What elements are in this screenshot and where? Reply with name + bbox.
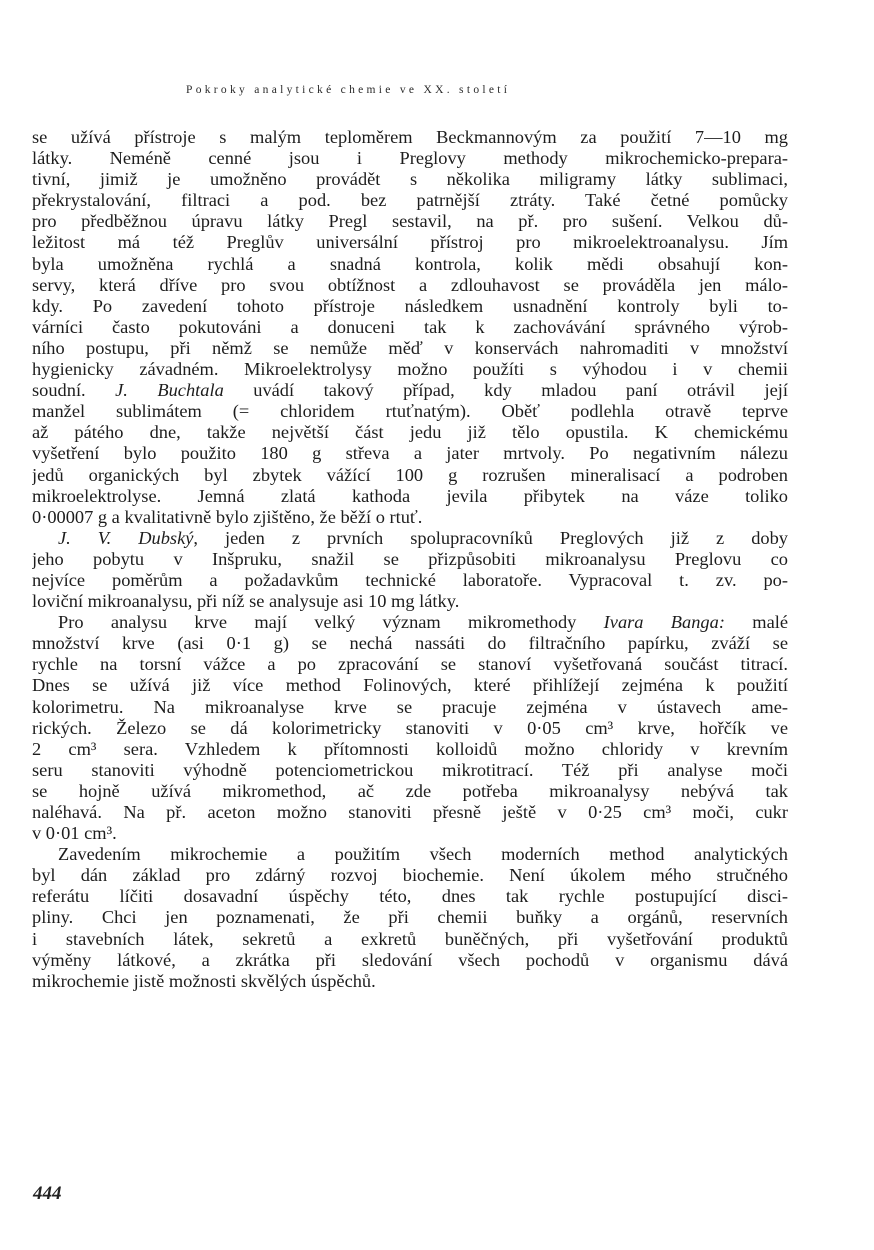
text-run: až pátého dne, takže největší část jedu již tělo opustila. K chemickému <box>32 422 788 443</box>
text-run: Zavedením mikrochemie a použitím všech moderních method analytických <box>58 844 788 865</box>
text-line <box>32 127 788 148</box>
text-run: byla umožněna rychlá a snadná kontrola, kolik mědi obsahují kon- <box>32 253 788 274</box>
text-line <box>32 675 788 696</box>
text-run: i stavebních látek, sekretů a exkretů buněčných, při vyšetřování produktů <box>32 928 788 949</box>
text-line <box>32 359 788 380</box>
text-line <box>32 591 788 612</box>
text-line <box>32 971 788 992</box>
text-run: , jeden z prvních spolupracovníků Preglových již z doby <box>193 527 788 548</box>
text-line <box>32 886 788 907</box>
text-run: naléhavá. Na př. aceton možno stanoviti přesně ještě v 0·25 cm³ moči, cukr <box>32 802 788 822</box>
text-run: ního postupu, při němž se nemůže měď v konservách nahromaditi v množství <box>32 337 788 358</box>
person-name: J. V. Dubský <box>58 527 194 548</box>
text-line <box>32 380 788 401</box>
body-text <box>32 127 788 992</box>
text-run: nejvíce poměrům a požadavkům technické laboratoře. Vypracoval t. zv. po- <box>32 569 788 590</box>
text-run: referátu líčiti dosavadní úspěchy této, dnes tak rychle postupující disci- <box>32 886 788 907</box>
text-line <box>32 528 788 549</box>
text-run: výměny látkové, a zkrátka při sledování všech pochodů v organismu dává <box>32 949 788 970</box>
text-line <box>32 633 788 654</box>
person-name: J. Buchtala <box>115 380 224 401</box>
text-line <box>32 802 788 823</box>
text-line <box>32 211 788 232</box>
text-run: látky. Neméně cenné jsou i Preglovy methody mikrochemicko-prepara- <box>32 148 788 169</box>
text-run: pliny. Chci jen poznamenati, že při chemii buňky a orgánů, reservních <box>32 907 788 928</box>
running-head: Pokroky analytické chemie ve XX. století <box>186 84 511 96</box>
text-line <box>32 929 788 950</box>
text-run: kolorimetru. Na mikroanalyse krve se pracuje zejména v ústavech ame- <box>32 696 788 717</box>
text-line <box>32 169 788 190</box>
text-line <box>32 907 788 928</box>
text-run: jeho pobytu v Inšpruku, snažil se přizpůsobiti mikroanalysu Preglovu co <box>32 548 788 569</box>
text-line <box>32 865 788 886</box>
page-number: 444 <box>33 1183 62 1204</box>
text-run: tivní, jimiž je umožněno provádět s několika miligramy látky sublimaci, <box>32 169 788 190</box>
text-line <box>32 486 788 507</box>
text-line <box>32 612 788 633</box>
text-run: množství krve (asi 0·1 g) se nechá nassáti do filtračního papírku, zváží se <box>32 633 788 654</box>
text-line <box>32 654 788 675</box>
text-line <box>32 549 788 570</box>
text-run: várníci často pokutováni a donuceni tak k zachovávání správného výrob- <box>32 316 788 337</box>
text-line <box>32 338 788 359</box>
text-line <box>32 296 788 317</box>
text-line <box>32 275 788 296</box>
text-run: se užívá přístroje s malým teploměrem Beckmannovým za použití 7—10 mg <box>32 127 788 147</box>
text-line <box>32 760 788 781</box>
text-line <box>32 844 788 865</box>
text-line <box>32 465 788 486</box>
text-run: mikrochemie jistě možnosti skvělých úspěchů. <box>32 970 376 991</box>
text-run: ležitost má též Preglův universální přístroj pro mikroelektroanalysu. Jím <box>32 232 788 253</box>
text-run: soudní. <box>32 380 116 401</box>
text-run: Pro analysu krve mají velký význam mikromethody <box>58 612 604 633</box>
text-line <box>32 739 788 760</box>
text-line <box>32 422 788 443</box>
text-run: překrystalování, filtraci a pod. bez patrnější ztráty. Také četné pomůcky <box>32 190 788 211</box>
text-line <box>32 697 788 718</box>
text-run: uvádí takový případ, kdy mladou paní otrávil její <box>223 380 788 401</box>
text-run: seru stanoviti výhodně potenciometrickou mikrotitrací. Též při analyse moči <box>32 759 788 780</box>
text-line <box>32 781 788 802</box>
text-line <box>32 148 788 169</box>
text-line <box>32 570 788 591</box>
text-run: loviční mikroanalysu, při níž se analysuje asi 10 mg látky. <box>32 591 460 612</box>
text-run: se hojně užívá mikromethod, ač zde potřeba mikroanalysy nebývá tak <box>32 780 788 801</box>
person-name: Ivara Banga: <box>603 612 725 633</box>
text-line <box>32 823 788 844</box>
text-run: Dnes se užívá již více method Folinových, které přihlížejí zejména k použití <box>32 675 788 696</box>
text-line <box>32 443 788 464</box>
text-run: hygienicky závadném. Mikroelektrolysy možno použíti s výhodou i v chemii <box>32 359 788 380</box>
text-line <box>32 950 788 971</box>
text-run: jedů organických byl zbytek vážící 100 g rozrušen mineralisací a podroben <box>32 464 788 485</box>
text-run: mikroelektrolyse. Jemná zlatá kathoda jevila přibytek na váze toliko <box>32 485 788 506</box>
text-line <box>32 718 788 739</box>
text-run: v 0·01 cm³. <box>32 823 117 844</box>
text-run: servy, která dříve pro svou obtížnost a zdlouhavost se prováděla jen málo- <box>32 274 788 295</box>
text-line <box>32 190 788 211</box>
text-line <box>32 254 788 275</box>
text-run: 0·00007 g a kvalitativně bylo zjištěno, že běží o rtuť. <box>32 506 423 527</box>
text-run: vyšetření bylo použito 180 g střeva a jater mrtvoly. Po negativním nálezu <box>32 443 788 464</box>
text-run: kdy. Po zavedení tohoto přístroje následkem usnadnění kontroly byli to- <box>32 295 788 316</box>
text-run: rických. Železo se dá kolorimetricky stanoviti v 0·05 cm³ krve, hořčík ve <box>32 717 788 738</box>
text-line <box>32 401 788 422</box>
text-run: byl dán základ pro zdárný rozvoj biochemie. Není úkolem mého stručného <box>32 865 788 886</box>
text-line <box>32 317 788 338</box>
text-line <box>32 507 788 528</box>
text-run: rychle na torsní vážce a po zpracování se stanoví vyšetřovaná součást titrací. <box>32 654 788 675</box>
text-run: pro předběžnou úpravu látky Pregl sestavil, na př. pro sušení. Velkou dů- <box>32 211 788 232</box>
text-line <box>32 232 788 253</box>
text-run: 2 cm³ sera. Vzhledem k přítomnosti kolloidů možno chloridy v krevním <box>32 738 788 759</box>
text-run: malé <box>724 612 788 633</box>
text-run: manžel sublimátem (= chloridem rtuťnatým). Oběť podlehla otravě teprve <box>32 401 788 422</box>
